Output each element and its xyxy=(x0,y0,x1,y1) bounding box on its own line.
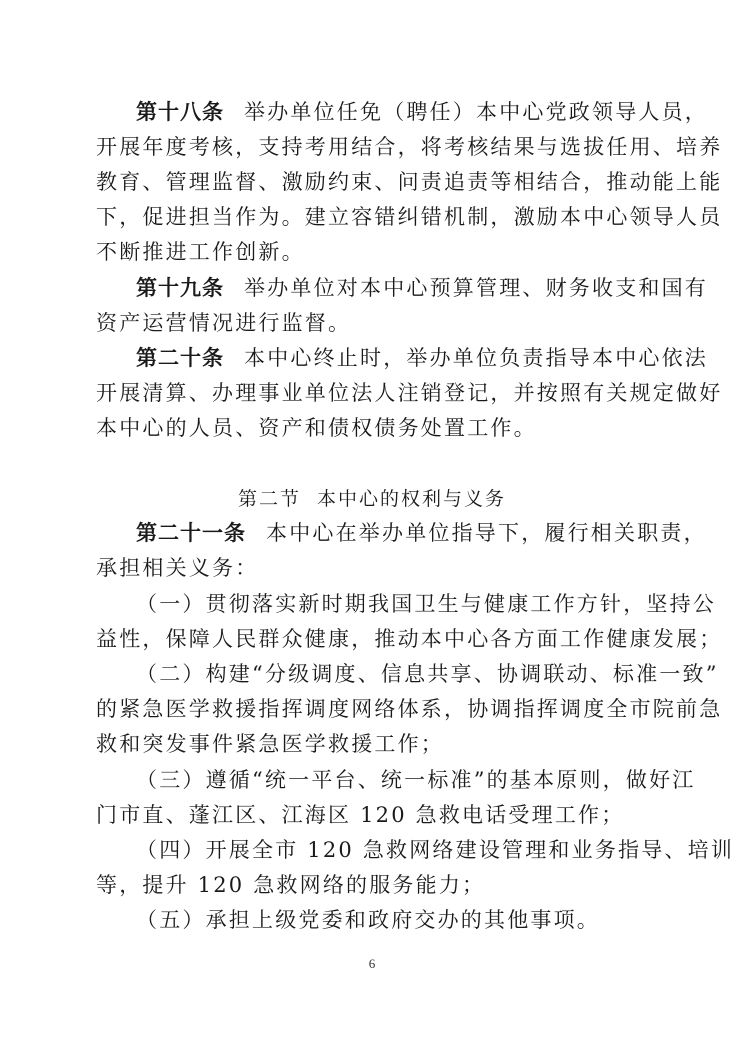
item-1-line-1: （一）贯彻落实新时期我国卫生与健康工作方针，坚持公 xyxy=(136,592,716,616)
article-20-line-3: 本中心的人员、资产和债权债务处置工作。 xyxy=(96,416,537,440)
article-21-line-2: 承担相关义务： xyxy=(96,556,259,580)
section-title: 第二节 本中心的权利与义务 xyxy=(237,488,507,510)
item-5-line-1: （五）承担上级党委和政府交办的其他事项。 xyxy=(136,908,600,932)
article-20-line-2: 开展清算、办理事业单位法人注销登记，并按照有关规定做好 xyxy=(96,381,723,405)
article-19-line-1: 第十九条 举办单位对本中心预算管理、财务收支和国有 xyxy=(136,276,708,300)
article-heading: 第二十一条 xyxy=(136,521,246,545)
article-heading: 第十八条 xyxy=(136,100,224,124)
article-18-line-5: 不断推进工作创新。 xyxy=(96,240,305,264)
article-18-line-4: 下，促进担当作为。建立容错纠错机制，激励本中心领导人员 xyxy=(96,205,723,229)
item-2-line-1: （二）构建“分级调度、信息共享、协调联动、标准一致” xyxy=(136,662,719,686)
article-21-line-1: 第二十一条 本中心在举办单位指导下，履行相关职责， xyxy=(136,521,707,545)
item-4-line-1: （四）开展全市 120 急救网络建设管理和业务指导、培训 xyxy=(136,838,735,862)
article-18-line-2: 开展年度考核，支持考用结合，将考核结果与选拔任用、培养 xyxy=(96,135,723,159)
item-3-line-2: 门市直、蓬江区、江海区 120 急救电话受理工作； xyxy=(96,803,625,827)
article-19-line-2: 资产运营情况进行监督。 xyxy=(96,311,352,335)
item-2-line-2: 的紧急医学救援指挥调度网络体系，协调指挥调度全市院前急 xyxy=(96,697,723,721)
item-1-line-2: 益性，保障人民群众健康，推动本中心各方面工作健康发展； xyxy=(96,627,723,651)
article-18-line-1: 第十八条 举办单位任免（聘任）本中心党政领导人员， xyxy=(136,100,708,124)
article-heading: 第二十条 xyxy=(136,346,224,370)
article-20-line-1: 第二十条 本中心终止时，举办单位负责指导本中心依法 xyxy=(136,346,708,370)
item-3-line-1: （三）遵循“统一平台、统一标准”的基本原则，做好江 xyxy=(136,768,696,792)
item-4-line-2: 等，提升 120 急救网络的服务能力； xyxy=(96,873,486,897)
item-2-line-3: 救和突发事件紧急医学救援工作； xyxy=(96,732,444,756)
article-heading: 第十九条 xyxy=(136,276,224,300)
page-number: 6 xyxy=(368,956,376,971)
article-18-line-3: 教育、管理监督、激励约束、问责追责等相结合，推动能上能 xyxy=(96,170,723,194)
